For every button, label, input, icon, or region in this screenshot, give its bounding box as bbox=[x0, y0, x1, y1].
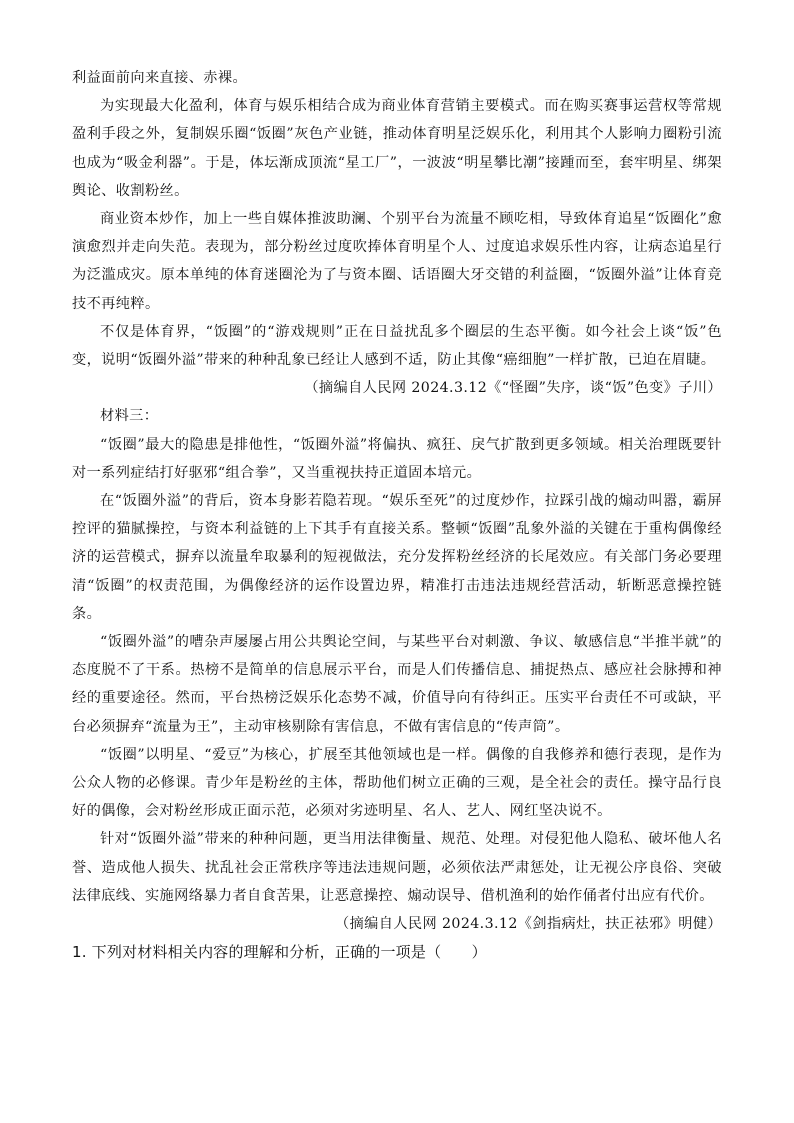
material-heading: 材料三： bbox=[100, 408, 159, 425]
source-citation: （摘编自人民网 2024.3.12《“怪圈”失序，谈“饭”色变》子川） bbox=[304, 380, 722, 397]
paragraph: “饭圈”最大的隐患是排他性，“饭圈外溢”将偏执、疯狂、戾气扩散到更多领域。相关治理既要针对一系列症结打好驱邪“组合拳”，又当重视扶持正道固本培元。 bbox=[72, 436, 722, 481]
document-body bbox=[72, 64, 722, 966]
paragraph: 为实现最大化盈利，体育与娱乐相结合成为商业体育营销主要模式。而在购买赛事运营权等常规盈利手段之外，复制娱乐圈“饭圈”灰色产业链，推动体育明星泛娱乐化，利用其个人影响力圈粉引流也成为“吸金利器”。于是，体坛渐成顶流“星工厂”，一波波“明星攀比潮”接踵而至，套牢明星、绑架舆论、收割粉丝。 bbox=[72, 98, 722, 199]
paragraph-continued: 利益面前向来直接、赤裸。 bbox=[72, 70, 248, 86]
paragraph: 针对“饭圈外溢”带来的种种问题，更当用法律衡量、规范、处理。对侵犯他人隐私、破坏他人名誉、造成他人损失、扰乱社会正常秩序等违法违规问题，必须依法严肃惩处，让无视公序良俗、突破法律底线、实施网络暴力者自食苦果，让恶意操控、煽动误导、借机渔利的始作俑者付出应有代价。 bbox=[72, 831, 722, 904]
paragraph: “饭圈外溢”的嘈杂声屡屡占用公共舆论空间，与某些平台对刺激、争议、敏感信息“半推半就”的态度脱不了干系。热榜不是简单的信息展示平台，而是人们传播信息、捕捉热点、感应社会脉搏和神经的重要途径。然而，平台热榜泛娱乐化态势不减，价值导向有待纠正。压实平台责任不可或缺，平台必须摒弃“流量为王”，主动审核剔除有害信息，不做有害信息的“传声筒”。 bbox=[72, 634, 722, 735]
paragraph: “饭圈”以明星、“爱豆”为核心，扩展至其他领域也是一样。偶像的自我修养和德行表现，是作为公众人物的必修课。青少年是粉丝的主体，帮助他们树立正确的三观，是全社会的责任。操守品行良好的偶像，会对粉丝形成正面示范，必须对劣迹明星、名人、艺人、网红坚决说不。 bbox=[72, 746, 722, 820]
paragraph: 在“饭圈外溢”的背后，资本身影若隐若现。“娱乐至死”的过度炒作，拉踩引战的煽动叫嚣，霸屏控评的猫腻操控，与资本利益链的上下其手有直接关系。整顿“饭圈”乱象外溢的关键在于重构偶像经济的运营模式，摒弃以流量牟取暴利的短视做法，充分发挥粉丝经济的长尾效应。有关部门务必要理清“饭圈”的权责范围，为偶像经济的运作设置边界，精准打击违法违规经营活动，斩断恶意操控链条。 bbox=[72, 493, 722, 622]
source-citation: （摘编自人民网 2024.3.12《剑指病灶，扶正祛邪》明健） bbox=[334, 916, 722, 933]
paragraph: 不仅是体育界，“饭圈”的“游戏规则”正在日益扰乱多个圈层的生态平衡。如今社会上谈“饭”色变，说明“饭圈外溢”带来的种种乱象已经让人感到不适，防止其像“癌细胞”一样扩散，已迫在眉睫。 bbox=[72, 323, 722, 369]
question-stem: 1. 下列对材料相关内容的理解和分析，正确的一项是（ ） bbox=[72, 943, 487, 962]
paragraph: 商业资本炒作，加上一些自媒体推波助澜、个别平台为流量不顾吃相，导致体育追星“饭圈化”愈演愈烈并走向失范。表现为，部分粉丝过度吹捧体育明星个人、过度追求娱乐性内容，让病态追星行为泛滥成灾。原本单纯的体育迷圈沦为了与资本圈、话语圈大牙交错的利益圈，“饭圈外溢”让体育竞技不再纯粹。 bbox=[72, 211, 722, 312]
